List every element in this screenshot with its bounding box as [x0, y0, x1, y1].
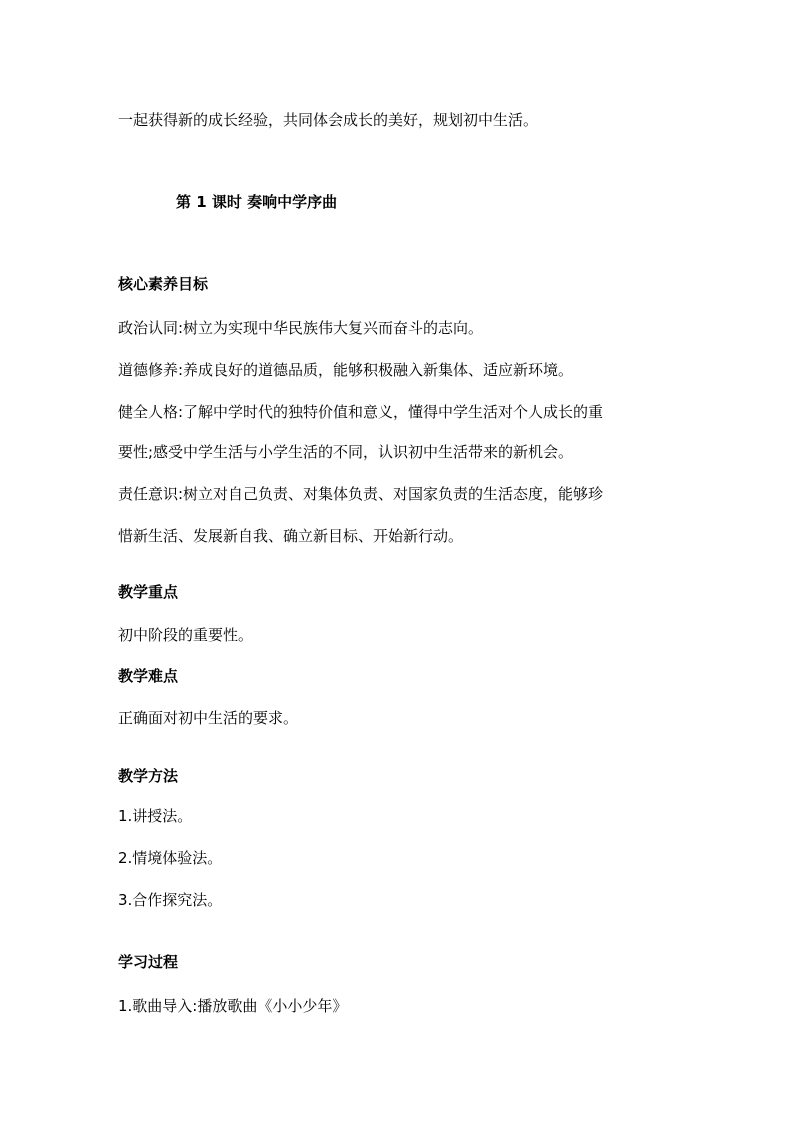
- core-line-responsibility-1: 责任意识:树立对自己负责、对集体负责、对国家负责的生活态度，能够珍: [118, 485, 604, 503]
- intro-line: 一起获得新的成长经验，共同体会成长的美好，规划初中生活。: [118, 111, 539, 129]
- method-item-3: 3.合作探究法。: [118, 891, 223, 909]
- lesson-title: 第 1 课时 奏响中学序曲: [176, 193, 338, 211]
- core-line-political: 政治认同:树立为实现中华民族伟大复兴而奋斗的志向。: [118, 319, 484, 337]
- methods-heading: 教学方法: [118, 767, 179, 785]
- key-point-heading: 教学重点: [118, 583, 179, 601]
- core-line-personality-2: 要性;感受中学生活与小学生活的不同，认识初中生活带来的新机会。: [118, 443, 574, 461]
- core-line-moral: 道德修养:养成良好的道德品质，能够积极融入新集体、适应新环境。: [118, 361, 574, 379]
- core-line-personality-1: 健全人格:了解中学时代的独特价值和意义，懂得中学生活对个人成长的重: [118, 403, 604, 421]
- core-line-responsibility-2: 惜新生活、发展新自我、确立新目标、开始新行动。: [118, 527, 464, 545]
- method-item-2: 2.情境体验法。: [118, 849, 223, 867]
- key-point-text: 初中阶段的重要性。: [118, 626, 254, 644]
- process-item-1: 1.歌曲导入:播放歌曲《小小少年》: [118, 997, 348, 1015]
- difficult-point-heading: 教学难点: [118, 667, 179, 685]
- core-literacy-heading: 核心素养目标: [118, 275, 209, 293]
- process-heading: 学习过程: [118, 953, 179, 971]
- difficult-point-text: 正确面对初中生活的要求。: [118, 709, 299, 727]
- method-item-1: 1.讲授法。: [118, 807, 193, 825]
